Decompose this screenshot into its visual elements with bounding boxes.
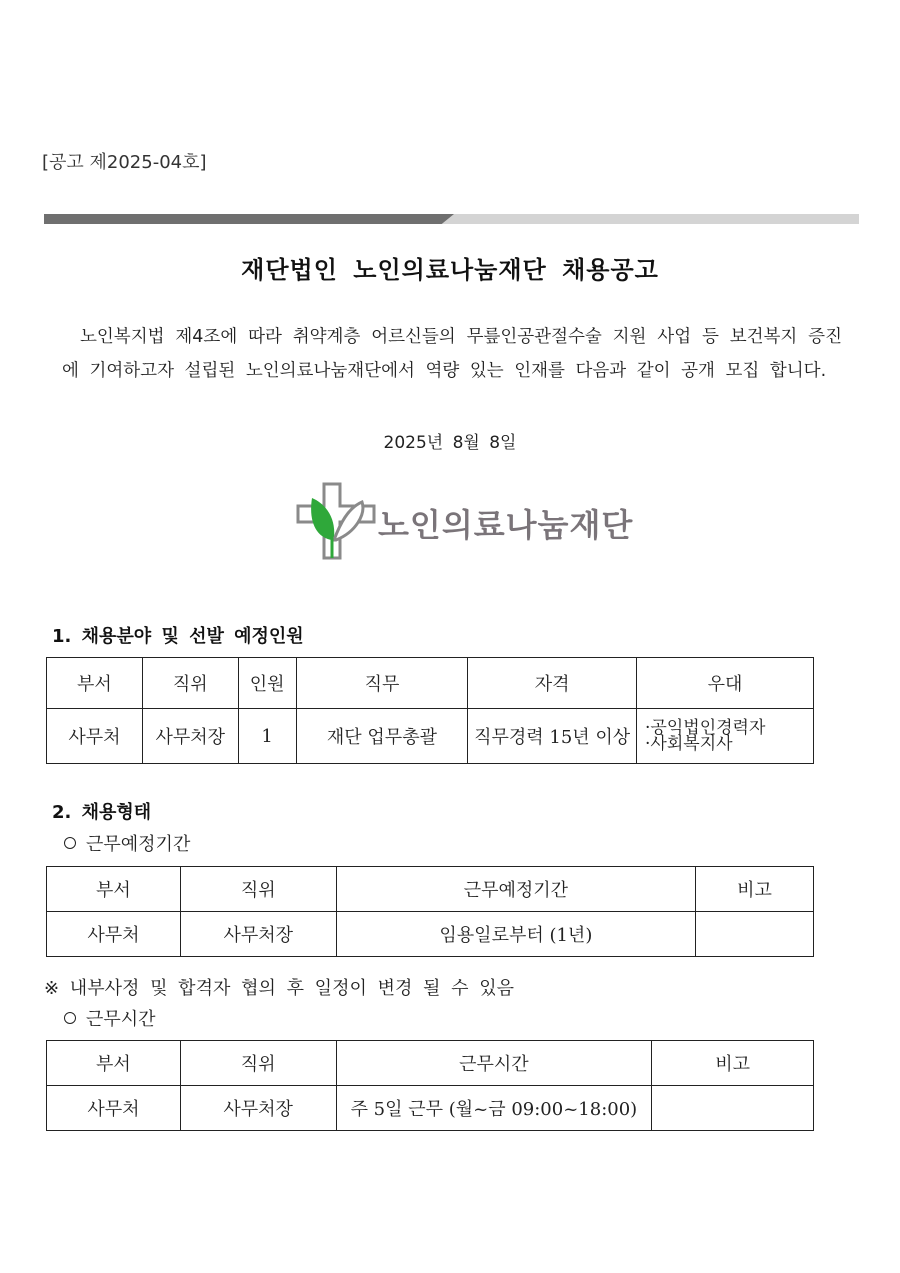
- header-cell: 직위: [142, 658, 238, 709]
- qualification-cell: 직무경력 15년 이상: [468, 709, 637, 764]
- dept-cell: 사무처: [47, 709, 143, 764]
- position-cell: 사무처장: [180, 912, 336, 957]
- benefits-cell: [637, 709, 814, 764]
- header-cell: 부서: [47, 1041, 181, 1086]
- header-cell: 직무: [296, 658, 468, 709]
- benefit-item: ·공익법인경력자: [645, 718, 766, 738]
- logo-text: 노인의료나눔재단: [378, 506, 634, 544]
- table-row: [47, 1086, 814, 1131]
- notice-date: 2025년 8월 8일: [383, 433, 517, 453]
- table-header-row: [47, 867, 814, 912]
- page-title: 재단법인 노인의료나눔재단 채용공고: [241, 256, 659, 284]
- dept-cell: 사무처: [47, 912, 181, 957]
- intro-paragraph: 노인복지법 제4조에 따라 취약계층 어르신들의 무릎인공관절수술 지원 사업 등 보건복지 증진에 기여하고자 설립된 노인의료나눔재단에서 역량 있는 인재를 다음과 같이 공개 모집 합니다.: [62, 327, 842, 381]
- period-label: 근무예정기간: [86, 834, 191, 855]
- count-cell: 1: [238, 709, 296, 764]
- benefit-item: ·사회복지사: [645, 734, 733, 754]
- header-cell: 직위: [180, 1041, 336, 1086]
- hours-subheading: [64, 1005, 156, 1031]
- header-cell: 근무시간: [336, 1041, 652, 1086]
- cross-leaf-icon: [296, 482, 376, 562]
- header-cell: 우대: [637, 658, 814, 709]
- header-cell: 비고: [652, 1041, 814, 1086]
- schedule-note: ※ 내부사정 및 합격자 협의 후 일정이 변경 될 수 있음: [44, 978, 515, 999]
- recruitment-table: [46, 657, 814, 764]
- remark-cell: [652, 1086, 814, 1131]
- header-cell: 자격: [468, 658, 637, 709]
- period-subheading: [64, 830, 190, 856]
- period-cell: 임용일로부터 (1년): [336, 912, 696, 957]
- header-cell: 근무예정기간: [336, 867, 696, 912]
- table-header-row: [47, 1041, 814, 1086]
- section2-heading: 2. 채용형태: [52, 802, 152, 823]
- table-header-row: [47, 658, 814, 709]
- header-cell: 직위: [180, 867, 336, 912]
- period-table: [46, 866, 814, 957]
- hours-label: 근무시간: [86, 1009, 156, 1030]
- header-cell: 인원: [238, 658, 296, 709]
- notice-number: [공고 제2025-04호]: [42, 152, 207, 173]
- table-row: [47, 912, 814, 957]
- divider-light-segment: [442, 214, 859, 224]
- table-row: [47, 709, 814, 764]
- circle-bullet-icon: [64, 837, 76, 849]
- hours-table: [46, 1040, 814, 1131]
- duty-cell: 재단 업무총괄: [296, 709, 468, 764]
- header-cell: 비고: [696, 867, 814, 912]
- hours-cell: 주 5일 근무 (월~금 09:00~18:00): [336, 1086, 652, 1131]
- remark-cell: [696, 912, 814, 957]
- divider-dark-segment: [44, 214, 454, 224]
- header-cell: 부서: [47, 867, 181, 912]
- foundation-logo: [296, 482, 656, 562]
- section1-heading: 1. 채용분야 및 선발 예정인원: [52, 626, 304, 647]
- position-cell: 사무처장: [180, 1086, 336, 1131]
- header-cell: 부서: [47, 658, 143, 709]
- dept-cell: 사무처: [47, 1086, 181, 1131]
- circle-bullet-icon: [64, 1012, 76, 1024]
- position-cell: 사무처장: [142, 709, 238, 764]
- header-divider: [44, 214, 859, 224]
